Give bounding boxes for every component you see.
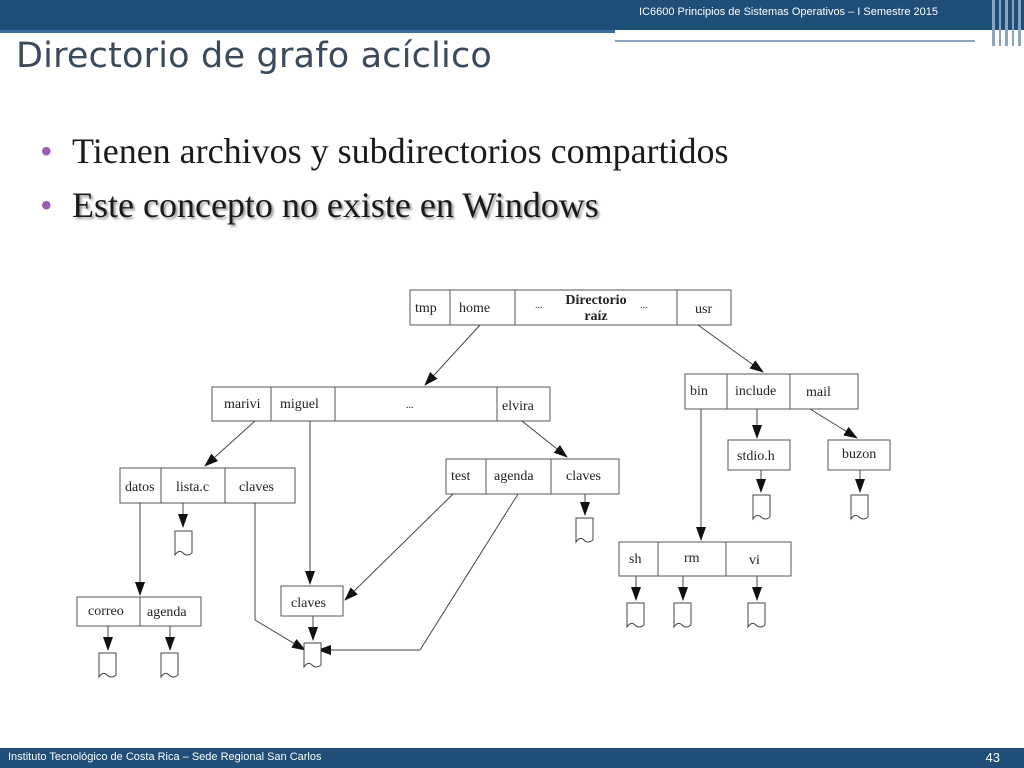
file-icon xyxy=(627,603,644,627)
node-label: correo xyxy=(88,604,124,619)
file-icon xyxy=(175,531,192,555)
node-label: elvira xyxy=(502,399,534,414)
node-label: marivi xyxy=(224,397,261,412)
node-label: rm xyxy=(684,551,700,566)
node-label: agenda xyxy=(147,605,187,620)
node-label: agenda xyxy=(494,469,534,484)
node-label: miguel xyxy=(280,397,319,412)
file-icon xyxy=(99,653,116,677)
bullet-icon: • xyxy=(40,131,53,171)
file-icon xyxy=(748,603,765,627)
node-label: bin xyxy=(690,384,708,399)
node-label: stdio.h xyxy=(737,449,775,464)
node-label: datos xyxy=(125,480,155,495)
node-label: Directorio xyxy=(565,293,627,308)
footer-institution: Instituto Tecnológico de Costa Rica – Sede Regional San Carlos xyxy=(8,751,322,763)
node-label: lista.c xyxy=(176,480,210,495)
node-label: vi xyxy=(749,553,760,568)
file-icon xyxy=(851,495,868,519)
file-icon xyxy=(753,495,770,519)
node-label: buzon xyxy=(842,447,877,462)
bullet-item: • Este concepto no existe en Windows xyxy=(40,178,729,232)
node-label: claves xyxy=(291,596,326,611)
node-label: include xyxy=(735,384,777,399)
node-label: mail xyxy=(806,385,831,400)
bullet-item: • Tienen archivos y subdirectorios compartidos xyxy=(40,124,729,178)
course-header: IC6600 Principios de Sistemas Operativos – I Semestre 2015 xyxy=(639,6,938,18)
slide-title: Directorio de grafo acíclico xyxy=(16,36,493,76)
node-label: ... xyxy=(406,400,414,411)
node-label: test xyxy=(451,469,471,484)
node-label: claves xyxy=(566,469,601,484)
node-label: tmp xyxy=(415,301,437,316)
node-label: ... xyxy=(535,300,543,311)
file-icon xyxy=(161,653,178,677)
node-label: sh xyxy=(629,552,642,567)
file-icon xyxy=(674,603,691,627)
node-label: claves xyxy=(239,480,274,495)
node-label: home xyxy=(459,301,491,316)
bullet-icon: • xyxy=(40,185,53,225)
file-icon xyxy=(576,518,593,542)
node-label: ... xyxy=(640,300,648,311)
node-label: usr xyxy=(695,302,713,317)
page-number: 43 xyxy=(985,750,1000,765)
node-label: raíz xyxy=(584,309,608,324)
file-icon xyxy=(304,643,321,667)
footer-bar xyxy=(0,748,1024,768)
